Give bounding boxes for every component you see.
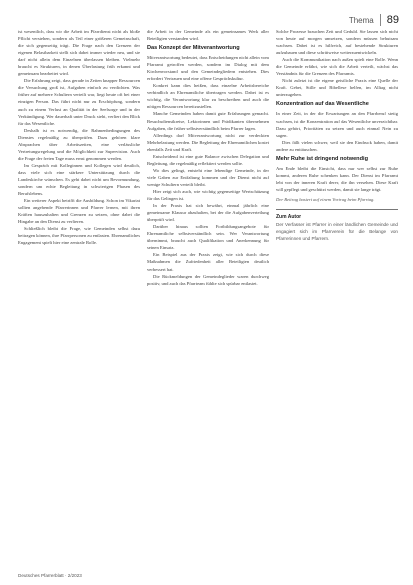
body-paragraph: In einer Zeit, in der die Erwartungen an den Pfarrberuf stetig wachsen, ist die Konzentration auf das Wesentliche unverzichtbar. Dazu gehört, Prioritäten zu setzen und auch einmal Nein zu sagen. bbox=[276, 111, 398, 138]
body-paragraph: Dies fällt vielen schwer, weil sie den Eindruck haben, damit andere zu enttäuschen. bbox=[276, 139, 398, 152]
text-column-3 bbox=[276, 28, 398, 242]
page-number: 89 bbox=[386, 14, 399, 26]
body-paragraph: Wo dies gelingt, entsteht eine lebendige Gemeinde, in der viele Gaben zur Entfaltung kommen und der Dienst nicht auf wenige Schultern verteilt bleibt. bbox=[147, 167, 269, 187]
author-note: Der Beitrag basiert auf einem Vortrag beim Pfarrtag. bbox=[276, 196, 375, 202]
body-paragraph: Schließlich bleibt die Frage, wie Gemeinden selbst dazu beitragen können, ihre Pfarrpersonen zu entlasten. Ehrenamtliches Engagement spielt hier eine zentrale Rolle. bbox=[18, 226, 140, 246]
body-paragraph: Allerdings darf Mitverantwortung nicht zur verdeckten Mehrbelastung werden. Die Begleitung der Ehrenamtlichen kostet ebenfalls Zeit und Kraft. bbox=[147, 132, 269, 152]
body-paragraph: Auch die Kommunikation nach außen spielt eine Rolle. Wenn die Gemeinde erfährt, wie sich die Arbeit verteilt, wächst das Verständnis für die Grenzen des Pfarramts. bbox=[276, 57, 398, 77]
body-paragraph: Ein weiterer Aspekt betrifft die Ausbildung. Schon im Vikariat sollten angehende Pfarrerinnen und Pfarrer lernen, mit ihren Kräften hauszuhalten und Grenzen zu setzen, ohne dabei die Hingabe an den Dienst zu verlieren. bbox=[18, 198, 140, 225]
body-paragraph: Hier zeigt sich auch, wie wichtig gegenseitige Wertschätzung für das Gelingen ist. bbox=[147, 188, 269, 202]
running-header bbox=[349, 14, 399, 26]
section-heading: Mehr Ruhe ist dringend notwendig bbox=[276, 155, 368, 162]
section-label: Thema bbox=[348, 15, 374, 25]
body-paragraph: Manche Gemeinden haben damit gute Erfahrungen gemacht. Besuchsdienstkreise, Lektorinnen und Prädikanten übernehmen Aufgaben, die früher selbstverständlich beim Pfarrer lagen. bbox=[147, 111, 269, 131]
body-paragraph: Am Ende bleibt die Einsicht, dass nur wer selbst zur Ruhe kommt, anderen Ruhe schenken kann. Der Dienst im Pfarramt lebt von der inneren Kraft derer, die ihn versehen. Diese Kraft will gepflegt und geschützt werden, damit sie lange trägt. bbox=[276, 165, 398, 192]
body-paragraph: Deshalb ist es notwendig, die Rahmenbedingungen des Dienstes regelmäßig zu überprüfen. Dazu gehören klare Absprachen über Arbeitszeiten, eine verlässliche Vertretungsregelung und die Möglichkeit zur Supervision. Auch die Frage der freien Tage muss ernst genommen werden. bbox=[18, 127, 140, 161]
header-divider bbox=[380, 14, 381, 26]
body-paragraph: ist wesentlich, dass wir die Arbeit im Pfarrdienst nicht als bloße Pflicht verstehen, sondern als Teil einer größeren Gemeinschaft, die sich gegenseitig trägt. Die Frage nach den Grenzen der eigenen Belastbarkeit stellt sich dabei immer wieder neu, und sie darf nicht allein dem Einzelnen überlassen bleiben. Vielmehr braucht es Strukturen, in denen Überlastung früh erkannt und gemeinsam bearbeitet wird. bbox=[18, 29, 140, 77]
body-paragraph: die Arbeit in der Gemeinde als ein gemeinsames Werk aller Beteiligten verstanden wird. bbox=[147, 29, 269, 42]
page-footer: Deutsches Pfarrerblatt · 2/2023 bbox=[18, 573, 82, 578]
text-column-1 bbox=[18, 28, 140, 246]
text-column-2 bbox=[147, 28, 269, 287]
infobox-text: Der Verfasser ist Pfarrer in einer ländlichen Gemeinde und engagiert sich im Pfarrverein für die Belange von Pfarrerinnen und Pfarrern. bbox=[276, 222, 398, 242]
body-paragraph: Konkret kann dies heißen, dass einzelne Arbeitsbereiche verbindlich an Ehrenamtliche übertragen werden. Dabei ist es wichtig, die Verantwortung klar zu beschreiben und auch die nötigen Ressourcen bereitzustellen. bbox=[147, 83, 269, 110]
body-paragraph: Nicht zuletzt ist die eigene geistliche Praxis eine Quelle der Kraft. Gebet, Stille und Bibellese helfen, im Alltag nicht unterzugehen. bbox=[276, 78, 398, 98]
body-paragraph: Entscheidend ist eine gute Balance zwischen Delegation und Begleitung, die regelmäßig reflektiert werden sollte. bbox=[147, 153, 269, 166]
section-heading: Konzentration auf das Wesentliche bbox=[276, 101, 369, 108]
body-paragraph: Solche Prozesse brauchen Zeit und Geduld. Sie lassen sich nicht von heute auf morgen umsetzen, sondern müssen behutsam wachsen. Dabei ist es hilfreich, auf bestehende Strukturen aufzubauen und diese schrittweise weiterzuentwickeln. bbox=[276, 29, 398, 56]
body-paragraph: In der Praxis hat sich bewährt, einmal jährlich eine gemeinsame Klausur abzuhalten, bei der die Aufgabenverteilung überprüft wird. bbox=[147, 203, 269, 223]
body-paragraph: Die Rückmeldungen der Gemeindeglieder waren durchweg positiv, und auch das Pfarrteam fühlte sich spürbar entlastet. bbox=[147, 273, 269, 286]
author-infobox bbox=[276, 209, 398, 242]
body-paragraph: Mitverantwortung bedeutet, dass Entscheidungen nicht allein vom Pfarramt getroffen werden, sondern im Dialog mit dem Kirchenvorstand und den Gemeindegliedern entstehen. Dies erfordert Vertrauen und eine offene Gesprächskultur. bbox=[147, 55, 269, 82]
body-paragraph: Darüber hinaus sollten Fortbildungsangebote für Ehrenamtliche selbstverständlich sein. Wer Verantwortung übernimmt, braucht auch Qualifikation und Anerkennung für seinen Einsatz. bbox=[147, 224, 269, 251]
infobox-title: Zum Autor bbox=[276, 213, 302, 220]
body-paragraph: Im Gespräch mit Kolleginnen und Kollegen wird deutlich, dass viele sich eine stärkere Unterstützung durch die Landeskirche wünschen. Es geht dabei nicht um Bevormundung, sondern um echte Begleitung in schwierigen Phasen des Berufslebens. bbox=[18, 162, 140, 197]
body-paragraph: Ein Beispiel aus der Praxis zeigt, wie sich durch diese Maßnahmen die Zufriedenheit aller Beteiligten deutlich verbessert hat. bbox=[147, 252, 269, 272]
section-heading: Das Konzept der Mitverantwortung bbox=[147, 45, 240, 52]
body-paragraph: Die Erfahrung zeigt, dass gerade in Zeiten knapper Ressourcen die Versuchung groß ist, Aufgaben einfach zu verdichten. Was früher auf mehrere Schultern verteilt war, liegt heute oft bei einer einzigen Person. Das führt nicht nur zu Erschöpfung, sondern auch zu einem Verlust an Qualität in der Seelsorge und in der Verkündigung. Wer dauerhaft unter Druck steht, verliert den Blick für das Wesentliche. bbox=[18, 78, 140, 126]
